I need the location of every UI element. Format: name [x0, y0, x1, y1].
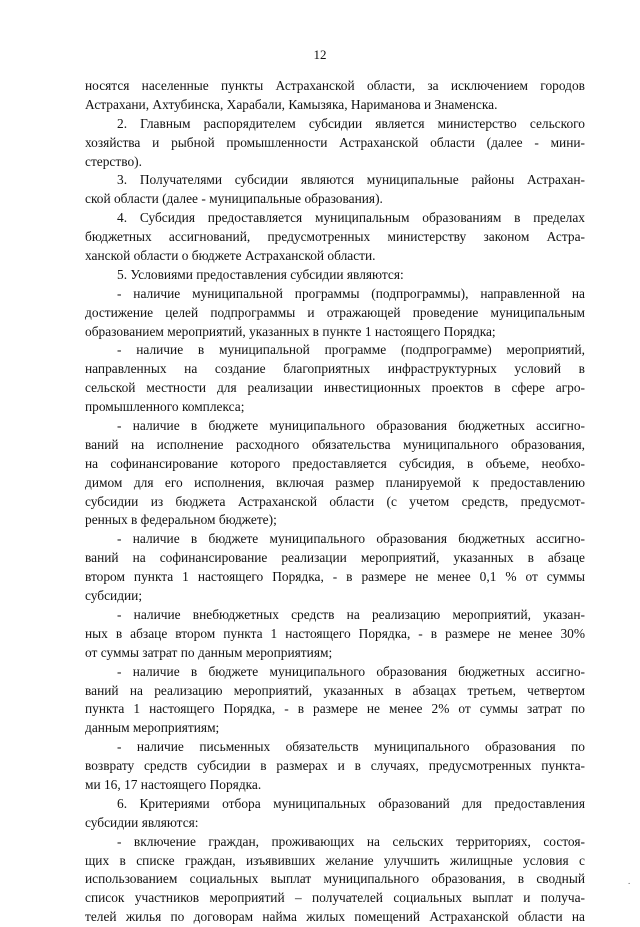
text-line: носятся населенные пункты Астраханской области, за исключением городов: [85, 78, 585, 93]
text-line: бюджетных ассигнований, предусмотренных министерству законом Астра-: [85, 229, 585, 245]
text-line: промышленного комплекса;: [85, 399, 245, 415]
text-line: 4. Субсидия предоставляется муниципальным образованиям в пределах: [117, 210, 585, 226]
text-line: на софинансирование которого предоставляется субсидия, в объеме, необхо-: [85, 455, 585, 471]
text-line: ской области (далее - муниципальные образования).: [85, 191, 383, 207]
text-line: список участников мероприятий – получателей социальных выплат и получа-: [85, 890, 585, 906]
text-line: возврату средств субсидии в размерах и в случаях, предусмотренных пункта-: [85, 758, 585, 774]
text-line: ренных в федеральном бюджете);: [85, 512, 277, 528]
text-line: ваний на реализацию мероприятий, указанных в абзацах третьем, четвертом: [85, 682, 585, 698]
text-line: - наличие внебюджетных средств на реализацию мероприятий, указан-: [117, 606, 585, 622]
text-line: димом для его исполнения, включая размер планируемой к предоставлению: [85, 474, 585, 490]
text-line: - наличие письменных обязательств муниципального образования по: [117, 739, 585, 755]
text-line: направленных на создание благоприятных инфраструктурных условий в: [85, 361, 585, 377]
text-line: пункта 1 настоящего Порядка, - в размере не менее 2% от суммы затрат по: [85, 701, 585, 717]
page-number: 12: [313, 47, 327, 62]
text-line: от суммы затрат по данным мероприятиям;: [85, 644, 333, 660]
text-line: ваний на софинансирование реализации мероприятий, указанных в абзаце: [85, 550, 585, 566]
text-line: Астрахани, Ахтубинска, Харабали, Камызяка, Нариманова и Знаменска.: [85, 96, 498, 112]
text-line: данным мероприятиям;: [85, 720, 220, 736]
text-line: субсидии из бюджета Астраханской области (с учетом средств, предусмот-: [85, 493, 585, 509]
text-line: втором пункта 1 настоящего Порядка, - в размере не менее 0,1 % от суммы: [85, 569, 585, 585]
text-line: телей жилья по договорам найма жилых помещений Астраханской области на: [85, 909, 585, 925]
text-line: образованием мероприятий, указанных в пункте 1 настоящего Порядка;: [85, 323, 496, 339]
text-line: ми 16, 17 настоящего Порядка.: [85, 776, 262, 792]
text-line: стерство).: [85, 153, 142, 169]
text-line: ных в абзаце втором пункта 1 настоящего Порядка, - в размере не менее 30%: [85, 625, 585, 641]
corner-mark: .: [628, 876, 631, 886]
text-line: щих в списке граждан, изъявивших желание улучшить жилищные условия с: [85, 852, 585, 868]
text-line: - включение граждан, проживающих на сельских территориях, состоя-: [117, 833, 585, 849]
text-line: достижение целей подпрограммы и отражающей проведение муниципальным: [85, 304, 585, 320]
text-line: - наличие в бюджете муниципального образования бюджетных ассигно-: [117, 663, 585, 679]
text-line: - наличие муниципальной программы (подпрограммы), направленной на: [117, 285, 585, 301]
text-line: ваний на исполнение расходного обязательства муниципального образования,: [85, 436, 585, 452]
text-line: использованием социальных выплат муниципального образования, в сводный: [85, 871, 585, 887]
text-line: - наличие в бюджете муниципального образования бюджетных ассигно-: [117, 531, 585, 547]
text-line: сельской местности для реализации инвестиционных проектов в сфере агро-: [85, 380, 585, 396]
text-line: субсидии;: [85, 588, 143, 604]
text-line: - наличие в бюджете муниципального образования бюджетных ассигно-: [117, 418, 585, 434]
body-text: [85, 77, 585, 927]
text-line: 2. Главным распорядителем субсидии является министерство сельского: [117, 115, 585, 131]
text-line: 5. Условиями предоставления субсидии являются:: [117, 266, 404, 282]
text-line: - наличие в муниципальной программе (подпрограмме) мероприятий,: [117, 342, 585, 358]
text-line: субсидии являются:: [85, 814, 199, 830]
text-line: 3. Получателями субсидии являются муниципальные районы Астрахан-: [117, 172, 585, 188]
text-line: ханской области о бюджете Астраханской области.: [85, 248, 376, 264]
text-line: хозяйства и рыбной промышленности Астраханской области (далее - мини-: [85, 134, 585, 150]
text-line: 6. Критериями отбора муниципальных образований для предоставления: [117, 795, 585, 811]
